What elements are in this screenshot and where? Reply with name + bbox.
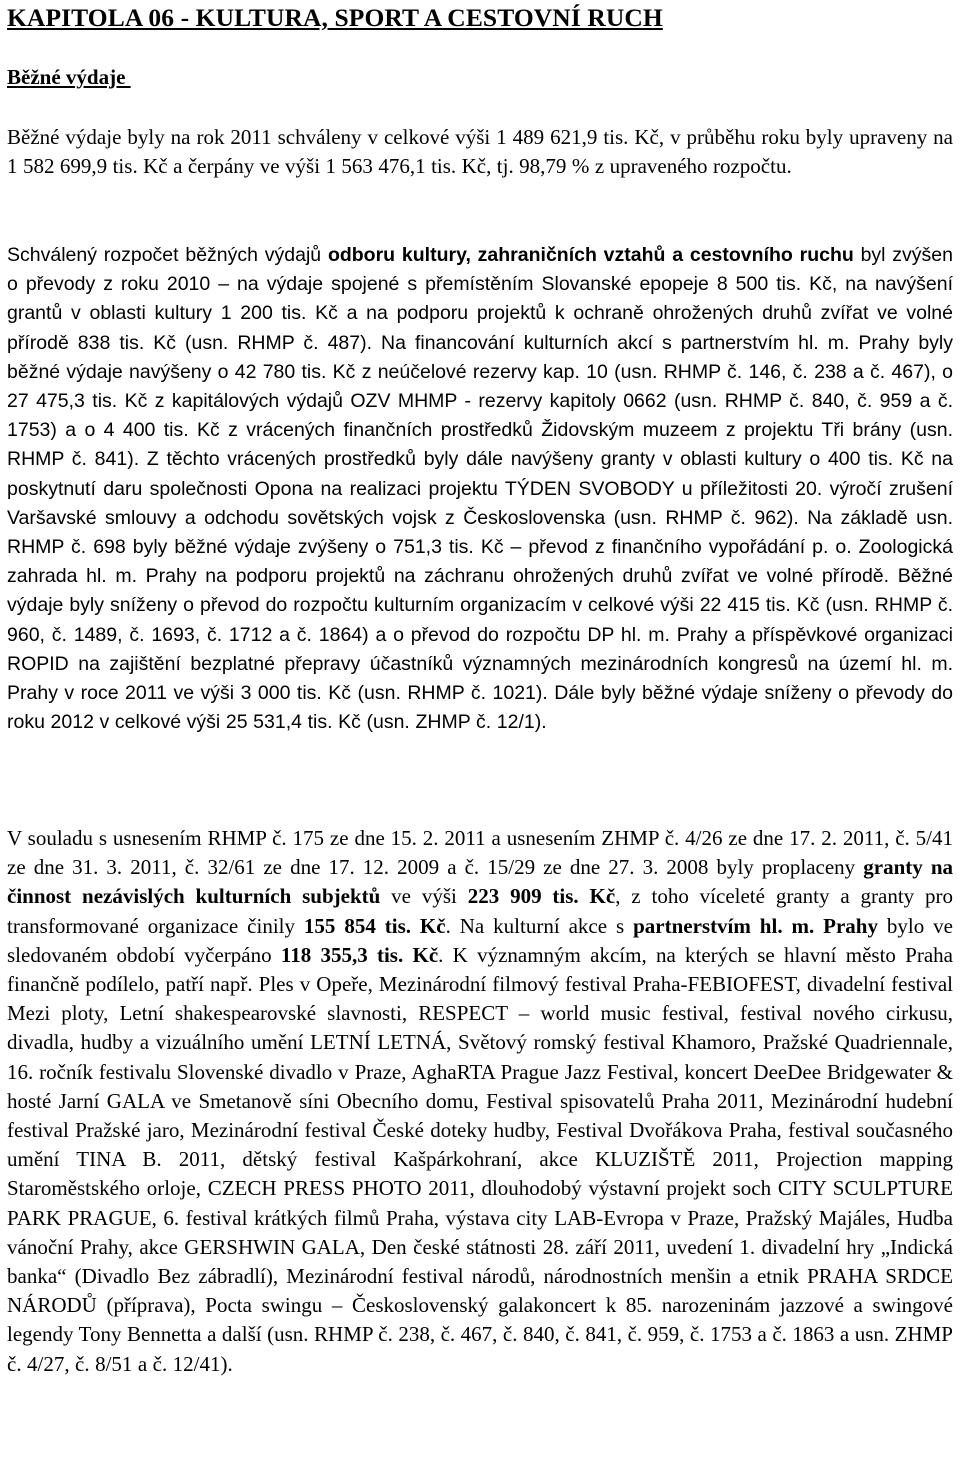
- para3-text-1: V souladu s usnesením RHMP č. 175 ze dne 15. 2. 2011 a usnesením ZHMP č. 4/26 ze dne 17. 2. 2011, č. 5/41 ze dne 31. 3. 2011, č. 32/61 ze dne 17. 12. 2009 a č. 15/29 ze dne 27. 3. 2008 byly proplaceny: [7, 826, 953, 880]
- para3-bold-amount-1: 223 909 tis. Kč: [467, 884, 616, 909]
- para3-text-3: , z toho víceleté granty a granty pro transformované organizace činily: [7, 884, 953, 938]
- paragraph-grants: [7, 824, 953, 1379]
- para3-text-6: . K významným akcím, na kterých se hlavní město Praha finančně podílelo, patří např. Ples v Opeře, Mezinárodní filmový festival Praha-FEBIOFEST, divadelní festival Mezi ploty, Letní shakespearovské slavnosti, RESPECT – world music festival, festival nového cirkusu, divadla, hudby a vizuálního umění LETNÍ LETNÁ, Světový romský festival Khamoro, Pražské Quadriennale, 16. ročník festivalu Slovenské divadlo v Praze, AghaRTA Prague Jazz Festival, koncert DeeDee Bridgewater & hosté Jarní GALA ve Smetanově síni Obecního domu, Festival spisovatelů Praha 2011, Mezinárodní hudební festival Pražské jaro, Mezinárodní festival České doteky hudby, Festival Dvořákova Praha, festival současného umění TINA B. 2011, dětský festival Kašpárkohraní, akce KLUZIŠTĚ 2011, Projection mapping Staroměstského orloje, CZECH PRESS PHOTO 2011, dlouhodobý výstavní projekt soch CITY SCULPTURE PARK PRAGUE, 6. festival krátkých filmů Praha, výstava city LAB-Evropa v Praze, Pražský Majáles, Hudba vánoční Prahy, akce GERSHWIN GALA, Den české státnosti 28. září 2011, uvedení 1. divadelní hry „Indická banka“ (Divadlo Bez zábradlí), Mezinárodní festival národů, národnostních menšin a etnik PRAHA SRDCE NÁRODŮ (příprava), Pocta swingu – Československý galakoncert k 85. narozeninám jazzové a swingové legendy Tony Bennetta a další (usn. RHMP č. 238, č. 467, č. 840, č. 841, č. 959, č. 1753 a č. 1863 a usn. ZHMP č. 4/27, č. 8/51 a č. 12/41).: [7, 942, 953, 1376]
- chapter-heading: KAPITOLA 06 - KULTURA, SPORT A CESTOVNÍ RUCH: [7, 3, 663, 32]
- para3-bold-partnership: partnerstvím hl. m. Prahy: [633, 913, 878, 938]
- para2-text-2: byl zvýšen o převody z roku 2010 – na výdaje spojené s přemístěním Slovanské epopeje 8 500 tis. Kč, na navýšení grantů v oblasti kultury 1 200 tis. Kč a na podporu projektů k ochraně ohrožených druhů zvířat ve volné přírodě 838 tis. Kč (usn. RHMP č. 487). Na financování kulturních akcí s partnerstvím hl. m. Prahy byly běžné výdaje navýšeny o 42 780 tis. Kč z neúčelové rezervy kap. 10 (usn. RHMP č. 146, č. 238 a č. 467), o 27 475,3 tis. Kč z kapitálových výdajů OZV MHMP - rezervy kapitoly 0662 (usn. RHMP č. 840, č. 959 a č. 1753) a o 4 400 tis. Kč z vrácených finančních prostředků Židovským muzeem z projektu Tři brány (usn. RHMP č. 841). Z těchto vrácených prostředků byly dále navýšeny granty v oblasti kultury o 400 tis. Kč na poskytnutí daru společnosti Opona na realizaci projektu TÝDEN SVOBODY u příležitosti 20. výročí zrušení Varšavské smlouvy a odchodu sovětských vojsk z Československa (usn. RHMP č. 962). Na základě usn. RHMP č. 698 byly běžné výdaje zvýšeny o 751,3 tis. Kč – převod z finančního vypořádání p. o. Zoologická zahrada hl. m. Prahy na podporu projektů na záchranu ohrožených druhů zvířat ve volné přírodě. Běžné výdaje byly sníženy o převod do rozpočtu kulturním organizacím v celkové výši 22 415 tis. Kč (usn. RHMP č. 960, č. 1489, č. 1693, č. 1712 a č. 1864) a o převod do rozpočtu DP hl. m. Prahy a příspěvkové organizaci ROPID na zajištění bezplatné přepravy účastníků významných mezinárodních kongresů na území hl. m. Prahy v roce 2011 ve výši 3 000 tis. Kč (usn. RHMP č. 1021). Dále byly běžné výdaje sníženy o převody do roku 2012 v celkové výši 25 531,4 tis. Kč (usn. ZHMP č. 12/1).: [7, 244, 953, 734]
- para3-bold-grants: granty na činnost nezávislých kulturních subjektů: [7, 855, 953, 909]
- paragraph-department-budget: [7, 241, 953, 737]
- section-subheading: Běžné výdaje: [7, 65, 131, 89]
- para3-bold-amount-3: 118 355,3 tis. Kč: [280, 942, 439, 967]
- para2-text-1: Schválený rozpočet běžných výdajů: [7, 244, 328, 266]
- para3-text-4: . Na kulturní akce s: [445, 913, 634, 938]
- paragraph-budget-summary: Běžné výdaje byly na rok 2011 schváleny v celkové výši 1 489 621,9 tis. Kč, v průběhu roku byly upraveny na 1 582 699,9 tis. Kč a čerpány ve výši 1 563 476,1 tis. Kč, tj. 98,79 % z upraveného rozpočtu.: [7, 125, 953, 179]
- para3-text-2: ve výši: [380, 884, 468, 909]
- para2-bold-department: odboru kultury, zahraničních vztahů a cestovního ruchu: [327, 244, 854, 266]
- para3-text-5: bylo ve sledovaném období vyčerpáno: [7, 913, 953, 967]
- para3-bold-amount-2: 155 854 tis. Kč: [303, 913, 446, 938]
